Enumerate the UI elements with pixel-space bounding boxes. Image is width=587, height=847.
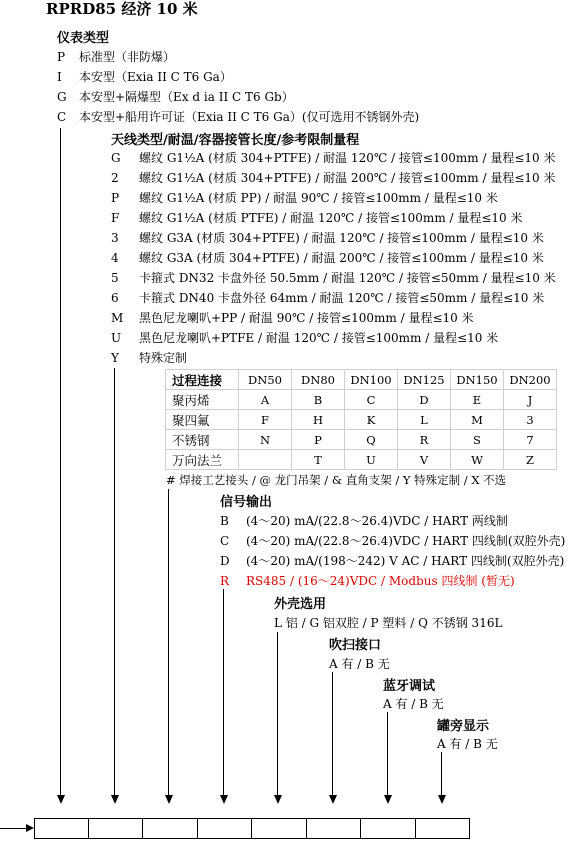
- table-cell: A: [239, 390, 292, 410]
- option-desc: RS485 / (16～24)VDC / Modbus 四线制 (暂无): [246, 574, 515, 588]
- purge-heading: 吹扫接口: [329, 638, 382, 653]
- bluetooth-options: A 有 / B 无: [383, 697, 444, 711]
- option-code: G: [111, 151, 121, 165]
- entry-arrow-line: [0, 828, 28, 829]
- table-cell: F: [239, 410, 292, 430]
- table-cell: R: [398, 430, 451, 450]
- signal-item: [220, 513, 508, 529]
- antenna-item: [111, 150, 555, 166]
- process-connection-note: # 焊接工艺接头 / @ 龙门吊架 / & 直角支架 / Y 特殊定制 / X 不选: [166, 473, 507, 487]
- table-cell: J: [504, 390, 557, 410]
- instrument-type-item: [57, 109, 419, 125]
- pointer-line: [387, 712, 388, 795]
- option-code: F: [111, 211, 120, 225]
- option-code: C: [57, 110, 67, 124]
- instrument-type-item: [57, 49, 175, 65]
- option-code: C: [220, 534, 230, 548]
- table-cell: V: [398, 450, 451, 470]
- table-cell: P: [292, 430, 345, 450]
- antenna-heading: 天线类型/耐温/容器接管长度/参考限制量程: [111, 133, 360, 148]
- option-code: P: [57, 50, 66, 64]
- antenna-item: [111, 270, 556, 286]
- table-cell: L: [398, 410, 451, 430]
- antenna-item: [111, 170, 555, 186]
- option-code: I: [57, 70, 62, 84]
- table-cell: M: [451, 410, 504, 430]
- option-desc: 螺纹 G3A (材质 304+PTFE) / 耐温 120℃ / 接管≤100mm / 量程≤10 米: [139, 231, 544, 245]
- antenna-item: [111, 330, 498, 346]
- antenna-item: [111, 250, 544, 266]
- table-row: [166, 450, 557, 470]
- display-heading: 罐旁显示: [437, 719, 490, 734]
- option-desc: 螺纹 G1½A (材质 PTFE) / 耐温 120℃ / 接管≤100mm / 量程≤10 米: [139, 211, 523, 225]
- code-box-6[interactable]: [306, 818, 361, 839]
- table-cell: Q: [345, 430, 398, 450]
- arrow-down-icon: [220, 795, 228, 804]
- arrow-right-icon: [26, 824, 34, 832]
- table-cell: 7: [504, 430, 557, 450]
- column-header: DN125: [398, 370, 451, 390]
- arrow-down-icon: [438, 795, 446, 804]
- option-code: Y: [111, 351, 119, 365]
- table-cell: 3: [504, 410, 557, 430]
- instrument-type-heading: 仪表类型: [57, 31, 110, 46]
- option-code: 2: [111, 171, 119, 185]
- code-box-3[interactable]: [142, 818, 198, 839]
- signal-item: [220, 553, 564, 569]
- antenna-item: [111, 230, 544, 246]
- arrow-down-icon: [165, 795, 173, 804]
- option-desc: 螺纹 G1½A (材质 304+PTFE) / 耐温 120℃ / 接管≤100mm / 量程≤10 米: [139, 151, 556, 165]
- table-cell: N: [239, 430, 292, 450]
- antenna-item: [111, 310, 474, 326]
- option-desc: (4～20) mA/(22.8～26.4)VDC / HART 两线制: [246, 514, 508, 528]
- table-cell: D: [398, 390, 451, 410]
- instrument-type-item: [57, 69, 232, 85]
- column-header: DN150: [451, 370, 504, 390]
- antenna-item: [111, 190, 498, 206]
- option-desc: 本安型+隔爆型（Ex d ia II C T6 Gb）: [79, 90, 294, 104]
- column-header: DN200: [504, 370, 557, 390]
- row-label: 万向法兰: [166, 450, 239, 470]
- option-code: B: [220, 514, 229, 528]
- arrow-down-icon: [329, 795, 337, 804]
- process-connection-table: [165, 369, 557, 470]
- table-cell: E: [451, 390, 504, 410]
- signal-item: [220, 533, 565, 549]
- housing-options: L 铝 / G 铝双腔 / P 塑料 / Q 不锈钢 316L: [274, 616, 503, 630]
- table-row: [166, 390, 557, 410]
- purge-options: A 有 / B 无: [329, 657, 390, 671]
- housing-heading: 外壳选用: [274, 597, 327, 612]
- table-cell: [239, 450, 292, 470]
- signal-item-unavailable: [220, 573, 515, 589]
- column-header: DN80: [292, 370, 345, 390]
- table-row: [166, 410, 557, 430]
- option-desc: 本安型（Exia II C T6 Ga）: [79, 70, 232, 84]
- column-header: DN100: [345, 370, 398, 390]
- signal-heading: 信号输出: [220, 495, 273, 510]
- display-options: A 有 / B 无: [437, 737, 498, 751]
- pointer-line: [277, 632, 278, 795]
- option-desc: 特殊定制: [139, 351, 188, 365]
- table-cell: B: [292, 390, 345, 410]
- table-header-row: [166, 370, 557, 390]
- row-label: 聚四氟: [166, 410, 239, 430]
- antenna-item: [111, 350, 187, 366]
- option-code: 5: [111, 271, 119, 285]
- option-code: G: [57, 90, 67, 104]
- instrument-type-item: [57, 89, 294, 105]
- code-box-4[interactable]: [197, 818, 252, 839]
- option-desc: 标准型（非防爆）: [79, 50, 176, 64]
- arrow-down-icon: [274, 795, 282, 804]
- option-desc: 本安型+船用许可证（Exia II C T6 Ga）(仅可选用不锈钢外壳): [79, 110, 420, 124]
- option-code: P: [111, 191, 120, 205]
- table-cell: S: [451, 430, 504, 450]
- option-desc: 黑色尼龙喇叭+PTFE / 耐温 120℃ / 接管≤100mm / 量程≤10 米: [139, 331, 499, 345]
- code-box-7[interactable]: [360, 818, 416, 839]
- code-box-8[interactable]: [415, 818, 470, 839]
- pointer-line: [223, 589, 224, 795]
- column-header: DN50: [239, 370, 292, 390]
- row-label: 聚丙烯: [166, 390, 239, 410]
- table-cell: T: [292, 450, 345, 470]
- pointer-line: [168, 489, 169, 795]
- code-box-2[interactable]: [88, 818, 143, 839]
- code-box-1[interactable]: [34, 818, 89, 839]
- table-cell: K: [345, 410, 398, 430]
- arrow-down-icon: [384, 795, 392, 804]
- table-cell: H: [292, 410, 345, 430]
- table-cell: C: [345, 390, 398, 410]
- option-desc: 黑色尼龙喇叭+PP / 耐温 90℃ / 接管≤100mm / 量程≤10 米: [139, 311, 474, 325]
- option-code: 6: [111, 291, 119, 305]
- antenna-item: [111, 290, 544, 306]
- arrow-down-icon: [57, 795, 65, 804]
- option-desc: 螺纹 G1½A (材质 PP) / 耐温 90℃ / 接管≤100mm / 量程≤10 米: [139, 191, 498, 205]
- pointer-line: [60, 128, 61, 795]
- table-cell: Z: [504, 450, 557, 470]
- option-code: R: [220, 574, 230, 588]
- table-cell: U: [345, 450, 398, 470]
- option-desc: 卡箍式 DN40 卡盘外径 64mm / 耐温 120℃ / 接管≤50mm / 量程≤10 米: [139, 291, 545, 305]
- table-cell: W: [451, 450, 504, 470]
- option-code: M: [111, 311, 124, 325]
- pointer-line: [114, 368, 115, 795]
- option-desc: 螺纹 G3A (材质 304+PTFE) / 耐温 200℃ / 接管≤100mm / 量程≤10 米: [139, 251, 544, 265]
- bluetooth-heading: 蓝牙调试: [383, 679, 436, 694]
- option-desc: (4～20) mA/(198～242) V AC / HART 四线制(双腔外壳): [246, 554, 565, 568]
- option-code: 4: [111, 251, 119, 265]
- row-label: 不锈钢: [166, 430, 239, 450]
- option-code: U: [111, 331, 122, 345]
- arrow-down-icon: [111, 795, 119, 804]
- option-code: D: [220, 554, 230, 568]
- pointer-line: [332, 672, 333, 795]
- process-connection-heading: 过程连接: [166, 370, 239, 390]
- option-desc: 卡箍式 DN32 卡盘外径 50.5mm / 耐温 120℃ / 接管≤50mm / 量程≤10 米: [139, 271, 556, 285]
- document-title: RPRD85 经济 10 米: [46, 0, 198, 18]
- code-box-5[interactable]: [251, 818, 307, 839]
- option-desc: 螺纹 G1½A (材质 304+PTFE) / 耐温 200℃ / 接管≤100mm / 量程≤10 米: [139, 171, 556, 185]
- option-desc: (4～20) mA/(22.8～26.4)VDC / HART 四线制(双腔外壳): [246, 534, 566, 548]
- antenna-item: [111, 210, 523, 226]
- option-code: 3: [111, 231, 119, 245]
- pointer-line: [441, 752, 442, 795]
- table-row: [166, 430, 557, 450]
